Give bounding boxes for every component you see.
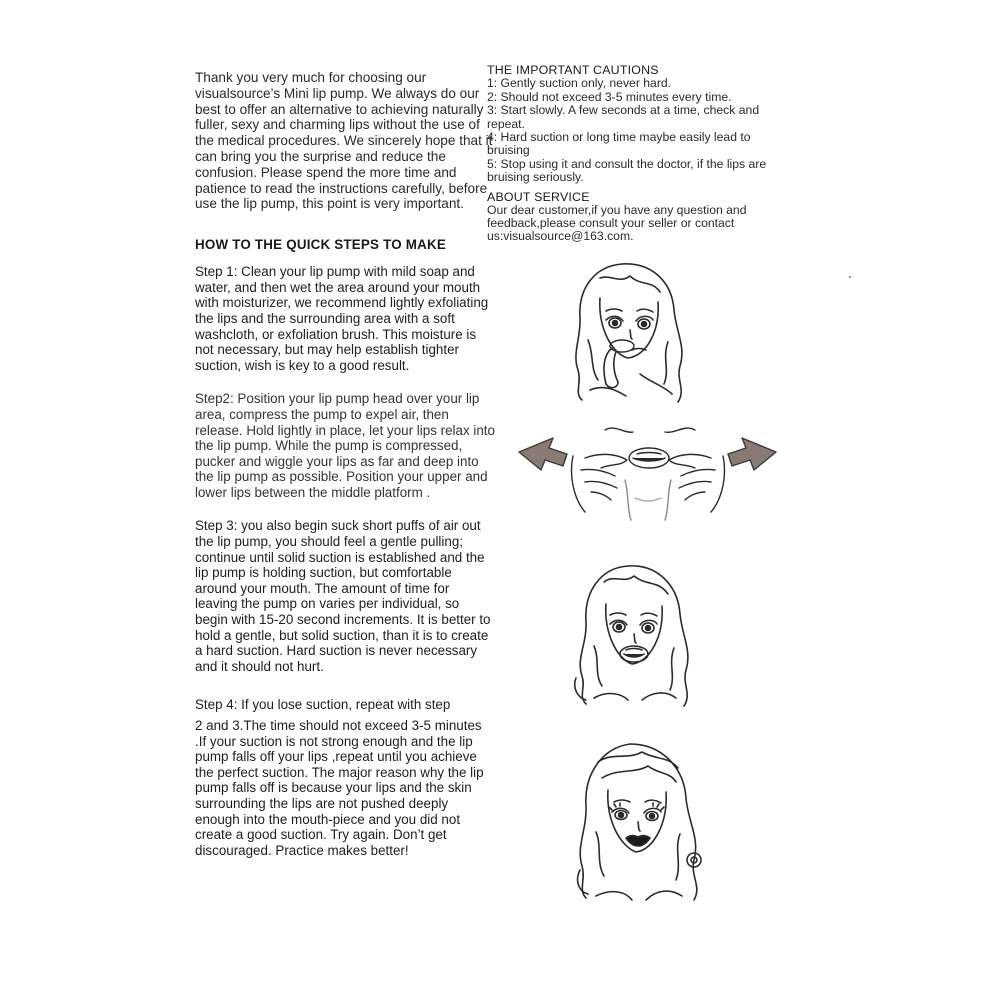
woman-cleaning-lips-illustration bbox=[560, 258, 710, 408]
caution-item: 2: Should not exceed 3-5 minutes every time. bbox=[487, 89, 732, 104]
service-title: ABOUT SERVICE bbox=[487, 189, 590, 204]
how-to-heading: HOW TO THE QUICK STEPS TO MAKE bbox=[195, 237, 447, 253]
step-3-text: Step 3: you also begin suck short puffs of air out the lip pump, you should feel a gentle pulling; continue until solid suction is established and the lip pump is holding suction, but comfortable around your mouth. The amount of time for leaving the pump on varies per individual, so begin with 15-20 second increments. It is better to hold a gentle, but solid suction, than it is to create a hard suction. Hard suction is never necessary and it should not hurt. bbox=[195, 518, 491, 674]
caution-item: 5: Stop using it and consult the doctor, if the lips are bruising seriously. bbox=[487, 156, 767, 185]
cautions-title: THE IMPORTANT CAUTIONS bbox=[487, 63, 659, 77]
step-1-text: Step 1: Clean your lip pump with mild soap and water, and then wet the area around your mouth with moisturizer, we recommend lightly exfoliating the lips and the surrounding area with a soft washcloth, or exfoliation brush. This moisture is not necessary, but may help establish tighter suction, wish is key to a good result. bbox=[195, 264, 489, 373]
right-arrow-icon bbox=[728, 438, 776, 470]
left-column bbox=[195, 70, 495, 858]
service-text: Our dear customer,if you have any question and feedback,please consult your seller or contact us:visualsource@163.com. bbox=[487, 202, 747, 244]
left-arrow-icon bbox=[519, 438, 567, 470]
hands-holding-lip-pump-illustration bbox=[515, 418, 780, 523]
woman-with-fuller-lips-illustration bbox=[572, 738, 717, 908]
step-4-text: 2 and 3.The time should not exceed 3-5 minutes .If your suction is not strong enough and the lip pump falls off your lips ,repeat until you achieve the perfect suction. The major reason why the lip pump falls off is because your lips and the skin surrounding the lips are not pushed deeply enough into the mouth-piece and you did not create a good suction. Try again. Don’t get discouraged. Practice makes better! bbox=[195, 718, 484, 858]
caution-item: 3: Start slowly. A few seconds at a time, check and repeat. bbox=[487, 103, 760, 131]
right-column bbox=[487, 64, 787, 244]
woman-with-lip-pump-illustration bbox=[568, 560, 713, 710]
step-2-text: Step2: Position your lip pump head over your lip area, compress the pump to expel air, then release. Hold lightly in place, let your lips relax into the lip pump. While the pump is compressed, pucker and wiggle your lips as far and deep into the lip pump as possible. Position your upper and lower lips between the middle platform . bbox=[195, 391, 495, 500]
intro-paragraph: Thank you very much for choosing our visualsource’s Mini lip pump. We always do our best to offer an alternative to achieving naturally fuller, sexy and charming lips without the use of the medical procedures. We sincerely hope that it can bring you the surprise and reduce the confusion. Please spend the more time and patience to read the instructions carefully, before use the lip pump, this point is very important. bbox=[195, 70, 493, 212]
caution-item: 1: Gently suction only, never hard. bbox=[487, 76, 672, 91]
caution-item: 4: Hard suction or long time maybe easily lead to bruising bbox=[487, 130, 751, 158]
speck-mark bbox=[849, 276, 851, 278]
step-4-heading: Step 4: If you lose suction, repeat with step bbox=[195, 697, 451, 713]
